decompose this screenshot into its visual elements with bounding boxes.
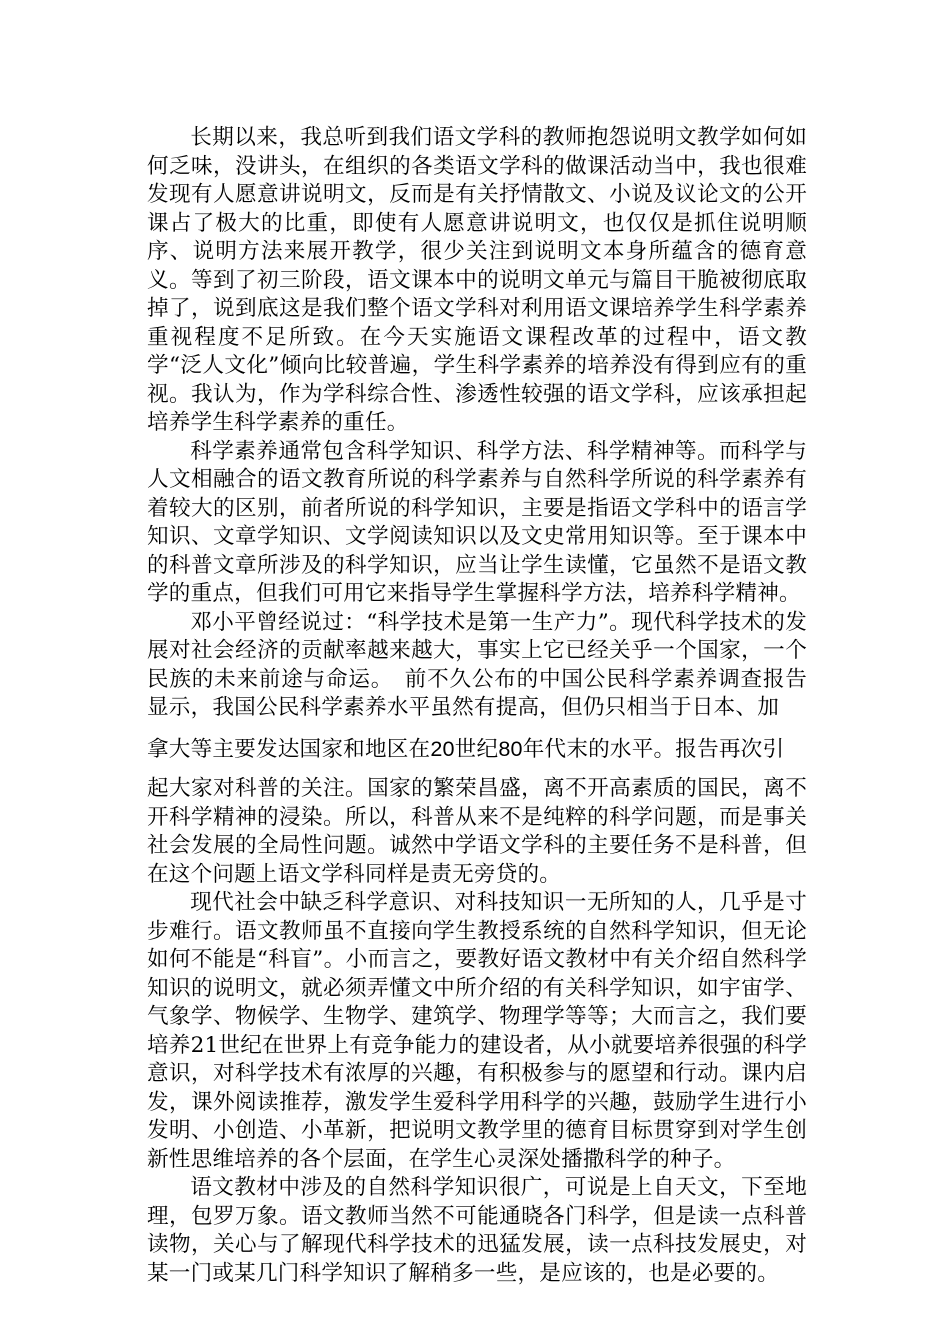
paragraph-3-part-3: 起大家对科普的关注。国家的繁荣昌盛，离不开高素质的国民，离不开科学精神的浸染。所以，科普从来不是纯粹的科学问题，而是事关社会发展的全局性问题。诚然中学语文学科的主要任务不是科普，但在这个问题上语文学科同样是责无旁贷的。 [147, 776, 807, 887]
paragraph-3-part-2: 拿大等主要发达国家和地区在20世纪80年代末的水平。报告再次引 [147, 735, 785, 761]
document-body [147, 124, 807, 1288]
paragraph-2: 科学素养通常包含科学知识、科学方法、科学精神等。而科学与人文相融合的语文教育所说的科学素养与自然科学所说的科学素养有着较大的区别，前者所说的科学知识，主要是指语文学科中的语言学知识、文章学知识、文学阅读知识以及文史常用知识等。至于课本中的科普文章所涉及的科学知识，应当让学生读懂，它虽然不是语文教学的重点，但我们可用它来指导学生掌握科学方法，培养科学精神。 [147, 438, 807, 606]
paragraph-1: 长期以来，我总听到我们语文学科的教师抱怨说明文教学如何如何乏味，没讲头，在组织的各类语文学科的做课活动当中，我也很难发现有人愿意讲说明文，反而是有关抒情散文、小说及议论文的公开课占了极大的比重，即使有人愿意讲说明文，也仅仅是抓住说明顺序、说明方法来展开教学，很少关注到说明文本身所蕴含的德育意义。等到了初三阶段，语文课本中的说明文单元与篇目干脆被彻底取掉了，说到底这是我们整个语文学科对利用语文课培养学生科学素养重视程度不足所致。在今天实施语文课程改革的过程中，语文教学“泛人文化”倾向比较普遍，学生科学素养的培养没有得到应有的重视。我认为，作为学科综合性、渗透性较强的语文学科，应该承担起培养学生科学素养的重任。 [147, 125, 807, 435]
paragraph-3 [147, 609, 807, 890]
paragraph-4: 现代社会中缺乏科学意识、对科技知识一无所知的人，几乎是寸步难行。语文教师虽不直接向学生教授系统的自然科学知识，但无论如何不能是“科盲”。小而言之，要教好语文教材中有关介绍自然科学知识的说明文，就必须弄懂文中所介绍的有关科学知识，如宇宙学、气象学、物候学、生物学、建筑学、物理学等等；大而言之，我们要培养21世纪在世界上有竞争能力的建设者，从小就要培养很强的科学意识，对科学技术有浓厚的兴趣，有积极参与的愿望和行动。课内启发，课外阅读推荐，激发学生爱科学用科学的兴趣，鼓励学生进行小发明、小创造、小革新，把说明文教学里的德育目标贯穿到对学生创新性思维培养的各个层面，在学生心灵深处播撒科学的种子。 [147, 890, 807, 1172]
paragraph-3-part-1: 邓小平曾经说过：“科学技术是第一生产力”。现代科学技术的发展对社会经济的贡献率越来越大，事实上它已经关乎一个国家，一个民族的未来前途与命运。 前不久公布的中国公民科学素养调查报告显示，我国公民科学素养水平虽然有提高，但仍只相当于日本、加 [147, 609, 807, 720]
paragraph-5: 语文教材中涉及的自然科学知识很广，可说是上自天文，下至地理，包罗万象。语文教师当然不可能通晓各门科学，但是读一点科普读物，关心与了解现代科学技术的迅猛发展，读一点科技发展史，对某一门或某几门科学知识了解稍多一些，是应该的，也是必要的。 [147, 1175, 807, 1286]
